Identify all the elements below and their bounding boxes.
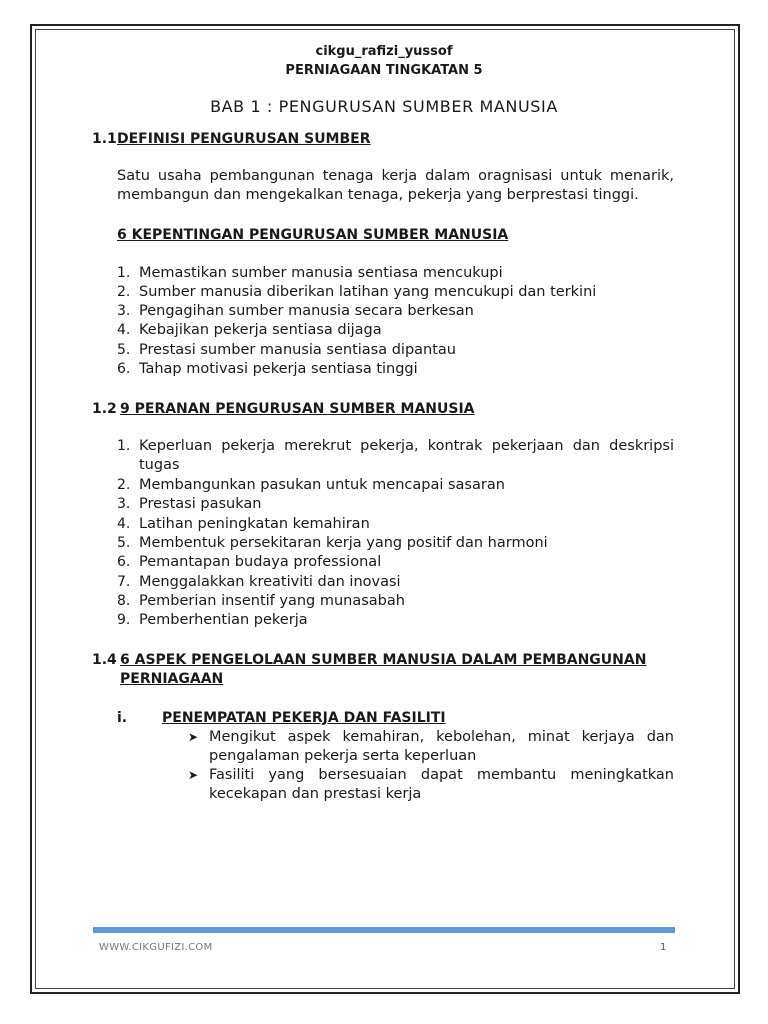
list-item: Keperluan pekerja merekrut pekerja, kontrak pekerjaan dan deskripsi	[139, 438, 674, 454]
footer-accent-bar	[93, 927, 675, 933]
list-item-number: 3.	[117, 496, 131, 512]
section-1-1-heading: DEFINISI PENGURUSAN SUMBER	[117, 131, 371, 147]
list-item-continuation: tugas	[139, 457, 180, 473]
bullet-line-1: Mengikut aspek kemahiran, kebolehan, minat kerjaya dan	[209, 729, 674, 745]
list-item-number: 1.	[117, 265, 131, 281]
list-item-number: 5.	[117, 342, 131, 358]
section-1-1-number: 1.1	[92, 131, 117, 147]
section-1-4-heading-line-2: PERNIAGAAN	[120, 671, 224, 687]
subsection-heading: PENEMPATAN PEKERJA DAN FASILITI	[162, 710, 446, 726]
section-1-2-number: 1.2	[92, 401, 117, 417]
list-item: Membentuk persekitaran kerja yang positif dan harmoni	[139, 535, 548, 551]
list-item-number: 7.	[117, 574, 131, 590]
page-title: BAB 1 : PENGURUSAN SUMBER MANUSIA	[210, 97, 558, 116]
section-1-2-heading: 9 PERANAN PENGURUSAN SUMBER MANUSIA	[120, 401, 475, 417]
list-item: Latihan peningkatan kemahiran	[139, 516, 370, 532]
list-item: Pengagihan sumber manusia secara berkesan	[139, 303, 474, 319]
list-item-number: 6.	[117, 361, 131, 377]
definition-line-1: Satu usaha pembangunan tenaga kerja dalam oragnisasi untuk menarik,	[117, 168, 674, 184]
list-item: Tahap motivasi pekerja sentiasa tinggi	[139, 361, 418, 377]
page-number: 1	[660, 942, 667, 953]
list-item: Pemantapan budaya professional	[139, 554, 382, 570]
list-item-number: 9.	[117, 612, 131, 628]
definition-line-2: membangun dan mengekalkan tenaga, pekerja yang berprestasi tinggi.	[117, 187, 639, 203]
list-item-number: 4.	[117, 322, 131, 338]
arrow-bullet-icon: ➤	[188, 730, 199, 744]
list-item: Pemberhentian pekerja	[139, 612, 308, 628]
kepentingan-heading: 6 KEPENTINGAN PENGURUSAN SUMBER MANUSIA	[117, 227, 509, 243]
header-subject: PERNIAGAAN TINGKATAN 5	[285, 63, 483, 78]
list-item: Memastikan sumber manusia sentiasa mencukupi	[139, 265, 503, 281]
list-item: Kebajikan pekerja sentiasa dijaga	[139, 322, 382, 338]
list-item-number: 2.	[117, 284, 131, 300]
list-item: Pemberian insentif yang munasabah	[139, 593, 405, 609]
list-item: Membangunkan pasukan untuk mencapai sasaran	[139, 477, 505, 493]
list-item-number: 5.	[117, 535, 131, 551]
list-item: Prestasi pasukan	[139, 496, 262, 512]
footer-website: WWW.CIKGUFIZI.COM	[99, 942, 213, 953]
arrow-bullet-icon: ➤	[188, 768, 199, 782]
list-item-number: 3.	[117, 303, 131, 319]
list-item: Prestasi sumber manusia sentiasa dipantau	[139, 342, 456, 358]
list-item-number: 6.	[117, 554, 131, 570]
list-item-number: 4.	[117, 516, 131, 532]
list-item: Menggalakkan kreativiti dan inovasi	[139, 574, 401, 590]
list-item-number: 2.	[117, 477, 131, 493]
section-1-4-number: 1.4	[92, 652, 117, 668]
list-item-number: 8.	[117, 593, 131, 609]
bullet-line-1: Fasiliti yang bersesuaian dapat membantu meningkatkan	[209, 767, 674, 783]
section-1-4-heading-line-1: 6 ASPEK PENGELOLAAN SUMBER MANUSIA DALAM PEMBANGUNAN	[120, 652, 647, 668]
list-item-number: 1.	[117, 438, 131, 454]
subsection-numeral: i.	[117, 710, 128, 726]
bullet-line-2: kecekapan dan prestasi kerja	[209, 786, 422, 802]
header-author: cikgu_rafizi_yussof	[315, 44, 453, 59]
bullet-line-2: pengalaman pekerja serta keperluan	[209, 748, 477, 764]
list-item: Sumber manusia diberikan latihan yang mencukupi dan terkini	[139, 284, 597, 300]
